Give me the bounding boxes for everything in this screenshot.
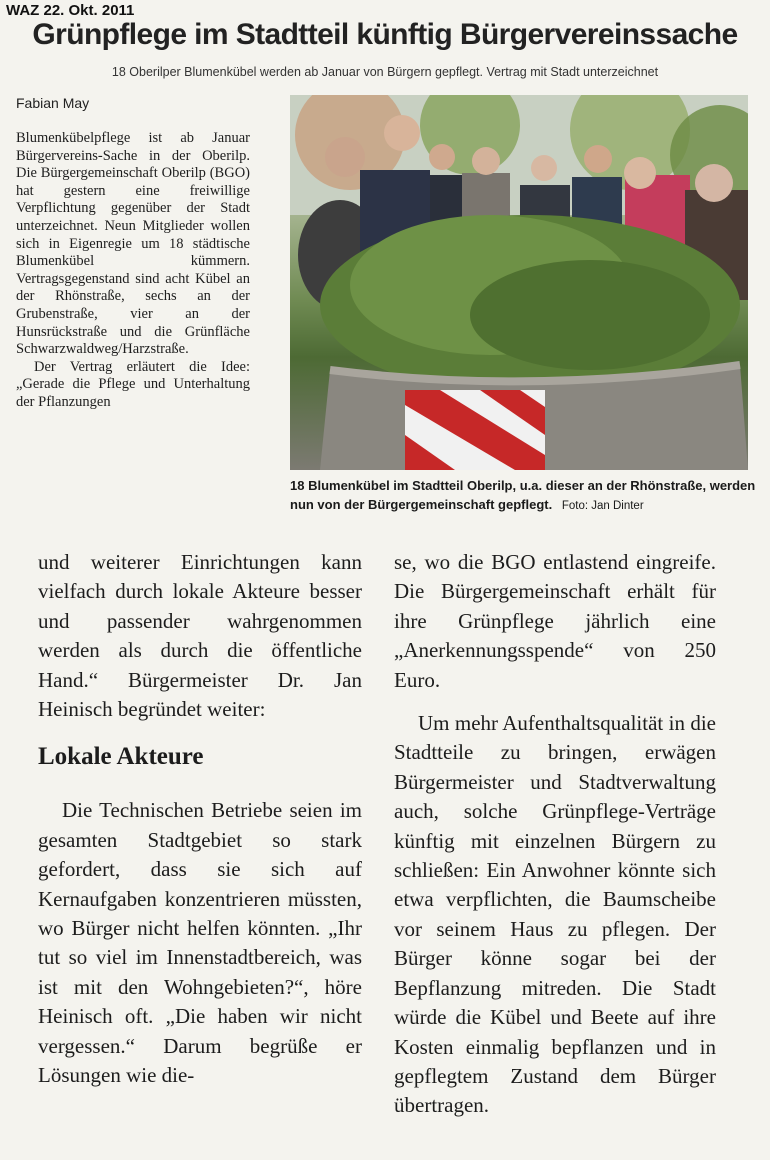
photo-caption [290, 476, 760, 516]
body-paragraph: Die Technischen Betriebe seien im gesamten Stadtgebiet so stark gefordert, dass sie sich auf Kernaufgaben konzentrieren müssten, wo Bürger nicht helfen könnten. „Ihr tut so viel im Innenstadtbereich, was ist mit den Wohngebieten?“, höre Heinisch oft. „Die haben wir nicht vergessen.“ Darum begrüße er Lösungen wie die- [38, 798, 362, 1088]
article-headline: Grünpflege im Stadtteil künftig Bürgervereinssache [32, 18, 738, 51]
intro-paragraph: Blumenkübelpflege ist ab Januar Bürgervereins-Sache in der Oberilp. Die Bürgergemeinschaft Oberilp (BGO) hat gestern eine freiwillige Verpflichtung gegenüber der Stadt unterzeichnet. Neun Mitglieder wollen sich in Eigenregie um 18 städtische Blumenkübel kümmern. Vertragsgegenstand sind acht Kübel an der Rhönstraße, sechs an der Grubenstraße, vier an der Hunsrückstraße und die Grünfläche Schwarzwaldweg/Harzstraße. [16, 130, 250, 358]
body-paragraph: und weiterer Einrichtungen kann vielfach durch lokale Akteure besser und passender wahrgenommen werden als durch die öffentliche Hand.“ Bürgermeister Dr. Jan Heinisch begründet weiter: [38, 550, 362, 722]
newspaper-source-date: WAZ 22. Okt. 2011 [6, 2, 135, 19]
photo-illustration [290, 95, 748, 470]
article-subheadline: 18 Oberilper Blumenkübel werden ab Januar von Bürgern gepflegt. Vertrag mit Stadt unterzeichnet [111, 65, 659, 79]
photo-caption-text: 18 Blumenkübel im Stadtteil Oberilp, u.a. dieser an der Rhönstraße, werden nun von der Bürgergemeinschaft gepflegt. [290, 478, 756, 512]
body-column-right [394, 548, 716, 1121]
article-author: Fabian May [16, 95, 90, 111]
section-subheading: Lokale Akteure [38, 743, 204, 771]
article-photo [290, 95, 748, 470]
intro-paragraph: Der Vertrag erläutert die Idee: „Gerade die Pflege und Unterhaltung der Pflanzungen [16, 358, 250, 410]
photo-credit: Foto: Jan Dinter [561, 500, 644, 512]
body-paragraph: se, wo die BGO entlastend eingreife. Die Bürgergemeinschaft erhält für ihre Grünpflege jährlich eine „Anerkennungsspende“ von 250 Euro. [394, 550, 716, 692]
body-column-left [38, 548, 362, 1091]
body-paragraph: Um mehr Aufenthaltsqualität in die Stadtteile zu bringen, erwägen Bürgermeister und Stadtverwaltung auch, solche Grünpflege-Verträge künftig mit einzelnen Bürgern zu schließen: Ein Anwohner könnte sich etwa verpflichten, die Baumscheibe vor seinem Haus zu pflegen. Der Bürger könne sogar bei der Bepflanzung mitreden. Die Stadt würde die Kübel und Beete auf ihre Kosten einmalig bepflanzen und in gepflegtem Zustand dem Bürger übertragen. [394, 711, 716, 1118]
intro-column [16, 130, 250, 412]
